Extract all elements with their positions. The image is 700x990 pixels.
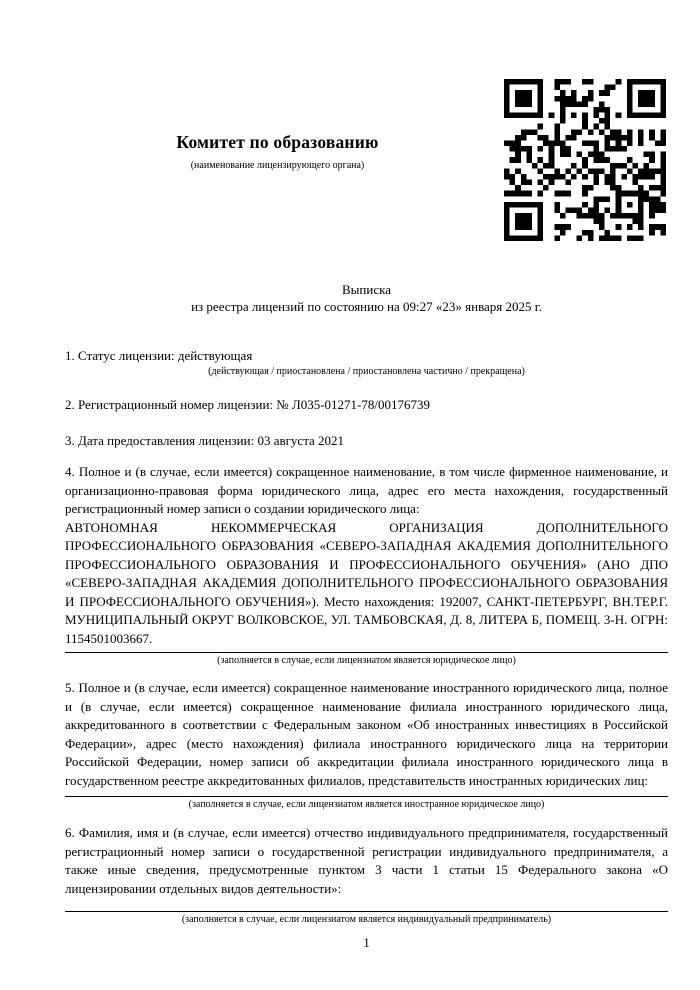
foreign-entity-separator-line (65, 796, 668, 797)
individual-entrepreneur-info-label: 6. Фамилия, имя и (в случае, если имеется) отчество индивидуального предпринимателя, государственный регистрационный номер записи о государственной регистрации индивидуального предпринимателя, а также иные сведения, предусмотренные пунктом 3 части 1 статьи 15 Федерального закона «О лицензировании отдельных видов деятельности»: (65, 825, 668, 896)
document-title (65, 281, 668, 315)
licensing-authority-header (65, 132, 490, 171)
qr-code-icon (504, 79, 666, 241)
legal-entity-separator-line (65, 652, 668, 653)
license-grant-date-line: 3. Дата предоставления лицензии: 03 августа 2021 (65, 433, 345, 448)
qr-code-svg (504, 79, 666, 241)
legal-entity-caption: (заполняется в случае, если лицензиатом является юридическое лицо) (217, 655, 516, 666)
licensing-authority-name: Комитет по образованию (176, 132, 379, 152)
page-number: 1 (363, 935, 370, 950)
document-body (65, 347, 668, 964)
document-title-line1: Выписка (342, 282, 391, 297)
legal-entity-info-label: 4. Полное и (в случае, если имеется) сокращенное наименование, в том числе фирменное наименование, и организационно-правовая форма юридического лица, адрес его места нахождения, государственный регистрационный номер записи о создании юридического лица: (65, 464, 668, 516)
foreign-entity-caption: (заполняется в случае, если лицензиатом является иностранное юридическое лицо) (188, 799, 545, 810)
licensing-authority-caption: (наименование лицензирующего органа) (190, 160, 365, 171)
legal-entity-info-value: АВТОНОМНАЯ НЕКОММЕРЧЕСКАЯ ОРГАНИЗАЦИЯ ДОПОЛНИТЕЛЬНОГО ПРОФЕССИОНАЛЬНОГО ОБРАЗОВАНИЯ «СЕВЕРО-ЗАПАДНАЯ АКАДЕМИЯ ДОПОЛНИТЕЛЬНОГО ПРОФЕССИОНАЛЬНОГО ОБРАЗОВАНИЯ И ПРОФЕССИОНАЛЬНОГО ОБУЧЕНИЯ» (АНО ДПО «СЕВЕРО-ЗАПАДНАЯ АКАДЕМИЯ ДОПОЛНИТЕЛЬНОГО ПРОФЕССИОНАЛЬНОГО ОБРАЗОВАНИЯ И ПРОФЕССИОНАЛЬНОГО ОБУЧЕНИЯ»). Место нахождения: 192007, САНКТ-ПЕТЕРБУРГ, ВН.ТЕР.Г. МУНИЦИПАЛЬНЫЙ ОКРУГ ВОЛКОВСКОЕ, УЛ. ТАМБОВСКАЯ, Д. 8, ЛИТЕРА Б, ПОМЕЩ. 3-Н. ОГРН: 1154501003667. (65, 519, 668, 646)
foreign-entity-info-label: 5. Полное и (в случае, если имеется) сокращенное наименование иностранного юридического лица, полное и (в случае, если имеется) сокращенное наименование филиала иностранного юридического лица, аккредитованного в соответствии с Федеральным законом «Об иностранных инвестициях в Российской Федерации», адрес (место нахождения) филиала иностранного юридического лица на территории Российской Федерации, номер записи об аккредитации филиала иностранного юридического лица в государственном реестре аккредитованных филиалов, представительств иностранных юридических лиц: (65, 680, 668, 788)
individual-entrepreneur-separator-line (65, 911, 668, 912)
document-title-line2: из реестра лицензий по состоянию на 09:27 «23» января 2025 г. (191, 299, 542, 314)
registration-number-line: 2. Регистрационный номер лицензии: № Л035-01271-78/00176739 (65, 397, 431, 412)
license-status-options-caption: (действующая / приостановлена / приостановлена частично / прекращена) (208, 366, 525, 377)
individual-entrepreneur-caption: (заполняется в случае, если лицензиатом является индивидуальный предприниматель) (181, 914, 552, 925)
license-status-line: 1. Статус лицензии: действующая (65, 348, 253, 363)
